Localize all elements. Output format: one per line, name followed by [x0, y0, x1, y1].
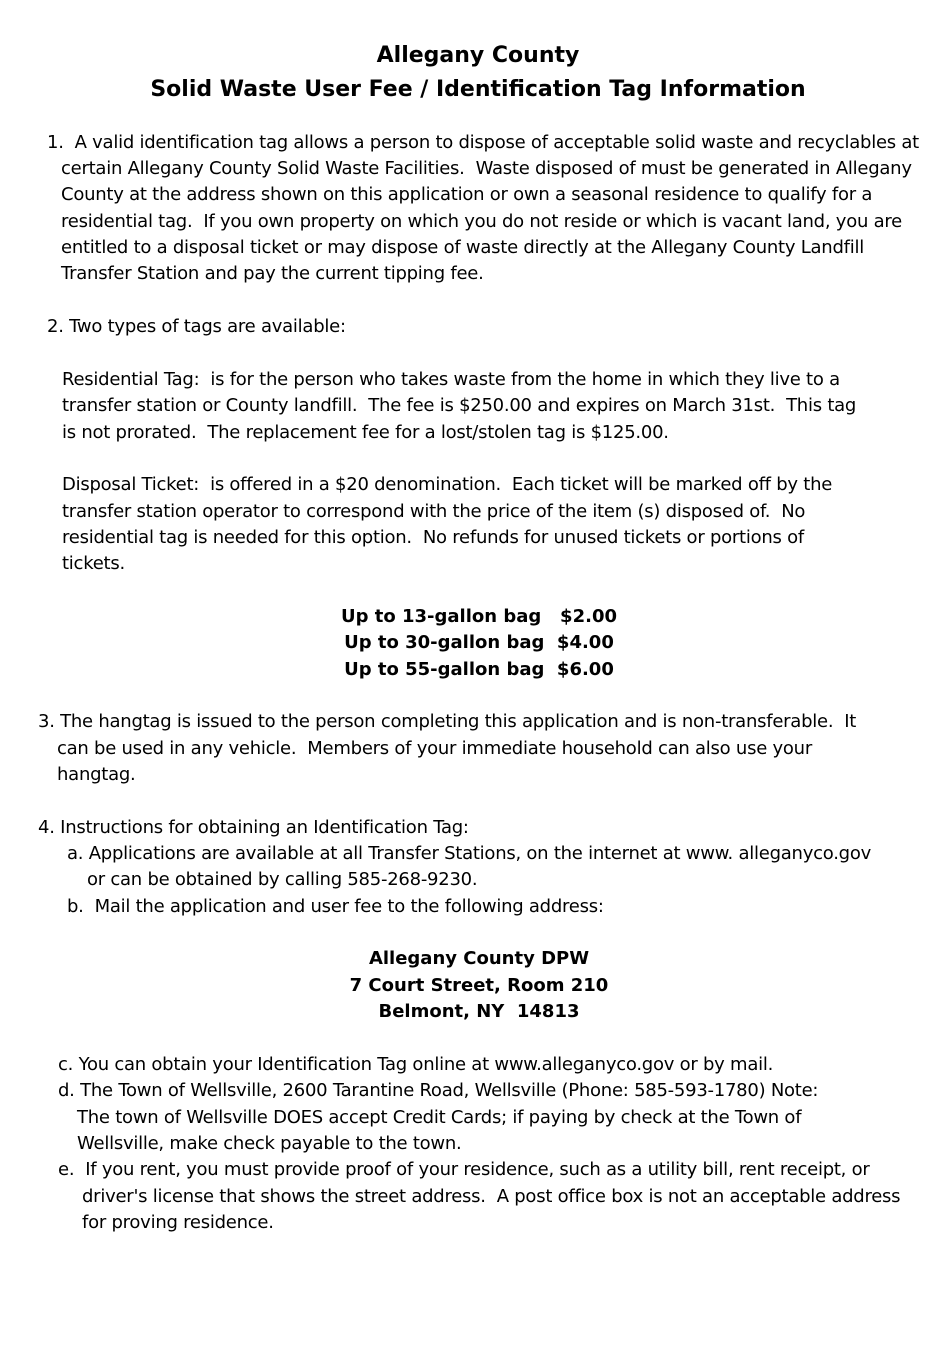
residential-tag-line: transfer station or County landfill. The fee is $250.00 and expires on March 31st. This tag: [62, 395, 857, 416]
item-1-line: Transfer Station and pay the current tipping fee.: [61, 263, 484, 284]
disposal-ticket-line: residential tag is needed for this option. No refunds for unused tickets or portions of: [62, 527, 804, 548]
item-4c-line: c. You can obtain your Identification Tag online at www.alleganyco.gov or by mail.: [58, 1054, 774, 1075]
item-1-line: 1. A valid identification tag allows a person to dispose of acceptable solid waste and recyclables at: [47, 132, 919, 153]
item-1-line: certain Allegany County Solid Waste Facilities. Waste disposed of must be generated in Allegany: [61, 158, 912, 179]
item-3-line: hangtag.: [57, 764, 136, 785]
item-4-heading: 4. Instructions for obtaining an Identification Tag:: [38, 817, 469, 838]
item-4d-line: The town of Wellsville DOES accept Credit Cards; if paying by check at the Town of: [77, 1107, 802, 1128]
disposal-ticket-line: transfer station operator to correspond with the price of the item (s) disposed of. No: [62, 501, 806, 522]
residential-tag-line: Residential Tag: is for the person who takes waste from the home in which they live to a: [62, 369, 840, 390]
address-line: Allegany County DPW: [368, 948, 590, 969]
item-4d-line: d. The Town of Wellsville, 2600 Tarantine Road, Wellsville (Phone: 585-593-1780) Note:: [58, 1080, 819, 1101]
item-3-line: can be used in any vehicle. Members of your immediate household can also use your: [57, 738, 812, 759]
item-4a-line: or can be obtained by calling 585-268-9230.: [87, 869, 478, 890]
item-4b-line: b. Mail the application and user fee to the following address:: [67, 896, 604, 917]
item-1-line: entitled to a disposal ticket or may dispose of waste directly at the Allegany County Landfill: [61, 237, 864, 258]
item-3-line: 3. The hangtag is issued to the person completing this application and is non-transferable. It: [38, 711, 857, 732]
price-item: Up to 13-gallon bag $2.00: [341, 606, 617, 627]
price-item: Up to 55-gallon bag $6.00: [344, 659, 614, 680]
item-4a-line: a. Applications are available at all Transfer Stations, on the internet at www. alleganyco.gov: [67, 843, 872, 864]
item-2-heading: 2. Two types of tags are available:: [47, 316, 346, 337]
disposal-ticket-line: Disposal Ticket: is offered in a $20 denomination. Each ticket will be marked off by the: [62, 474, 833, 495]
page-title: Allegany County: [376, 43, 580, 68]
item-1-line: residential tag. If you own property on which you do not reside or which is vacant land, you are: [61, 211, 902, 232]
item-1-line: County at the address shown on this application or own a seasonal residence to qualify for a: [61, 184, 873, 205]
address-line: Belmont, NY 14813: [378, 1001, 580, 1022]
residential-tag-line: is not prorated. The replacement fee for a lost/stolen tag is $125.00.: [62, 422, 669, 443]
item-4e-line: for proving residence.: [82, 1212, 274, 1233]
item-4d-line: Wellsville, make check payable to the town.: [77, 1133, 462, 1154]
page-subtitle: Solid Waste User Fee / Identification Tag Information: [150, 77, 806, 102]
price-item: Up to 30-gallon bag $4.00: [344, 632, 614, 653]
item-4e-line: driver's license that shows the street address. A post office box is not an acceptable address: [82, 1186, 901, 1207]
address-line: 7 Court Street, Room 210: [349, 975, 609, 996]
disposal-ticket-line: tickets.: [62, 553, 125, 574]
item-4e-line: e. If you rent, you must provide proof of your residence, such as a utility bill, rent receipt, or: [58, 1159, 870, 1180]
